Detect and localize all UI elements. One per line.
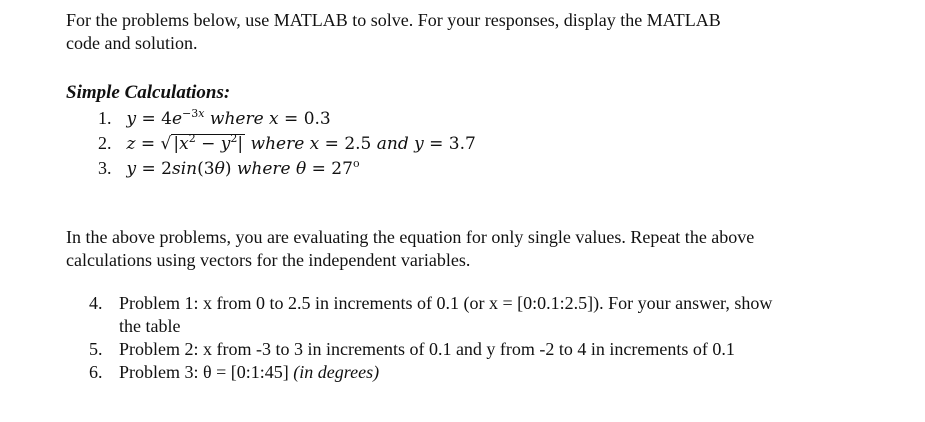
item-number: 5. xyxy=(89,339,103,359)
equation-1: $y = 4e^{-3x}$ where x = 0.3 xyxy=(126,107,331,129)
section-heading: Simple Calculations: xyxy=(66,82,231,103)
vector-instructions-paragraph xyxy=(66,226,846,272)
intro-line-1: For the problems below, use MATLAB to solve. For your responses, display the MATLAB xyxy=(66,10,721,30)
task-6-unit-note: (in degrees) xyxy=(293,362,380,382)
item-number: 6. xyxy=(89,362,103,382)
item-number: 1. xyxy=(98,108,112,128)
vector-task-list xyxy=(89,292,859,384)
item-number: 2. xyxy=(98,133,112,153)
intro-paragraph xyxy=(66,9,826,55)
task-item-5 xyxy=(89,338,859,361)
task-item-4 xyxy=(89,292,859,338)
item-number: 3. xyxy=(98,158,112,178)
equation-2: z = √ $|x^2 - y^2|$ where x = 2.5 and y = 3.7 xyxy=(127,134,476,154)
calculation-item-1 xyxy=(98,106,476,131)
task-6-text: Problem 3: θ = [0:1:45] xyxy=(119,362,294,382)
intro-line-2: code and solution. xyxy=(66,33,198,53)
paragraph2-line-2: calculations using vectors for the independent variables. xyxy=(66,250,471,270)
task-5-text: Problem 2: x from -3 to 3 in increments of 0.1 and y from -2 to 4 in increments of 0.1 xyxy=(119,339,735,359)
item-number: 4. xyxy=(89,293,103,313)
equation-3: y = 2sin(3θ) where $\theta = 27^o$ xyxy=(126,157,360,179)
calculation-item-2 xyxy=(98,131,476,156)
task-text xyxy=(119,292,859,338)
paragraph2-line-1: In the above problems, you are evaluating the equation for only single values. Repeat the above xyxy=(66,227,755,247)
calculation-item-3 xyxy=(98,156,476,181)
calculation-list xyxy=(98,106,476,181)
task-item-6 xyxy=(89,361,859,384)
task-4-line-1: Problem 1: x from 0 to 2.5 in increments of 0.1 (or x = [0:0.1:2.5]). For your answer, show xyxy=(119,293,773,313)
square-root-icon: √ $|x^2 - y^2|$ xyxy=(160,132,244,154)
task-text xyxy=(119,361,859,384)
task-4-line-2: the table xyxy=(119,316,181,336)
